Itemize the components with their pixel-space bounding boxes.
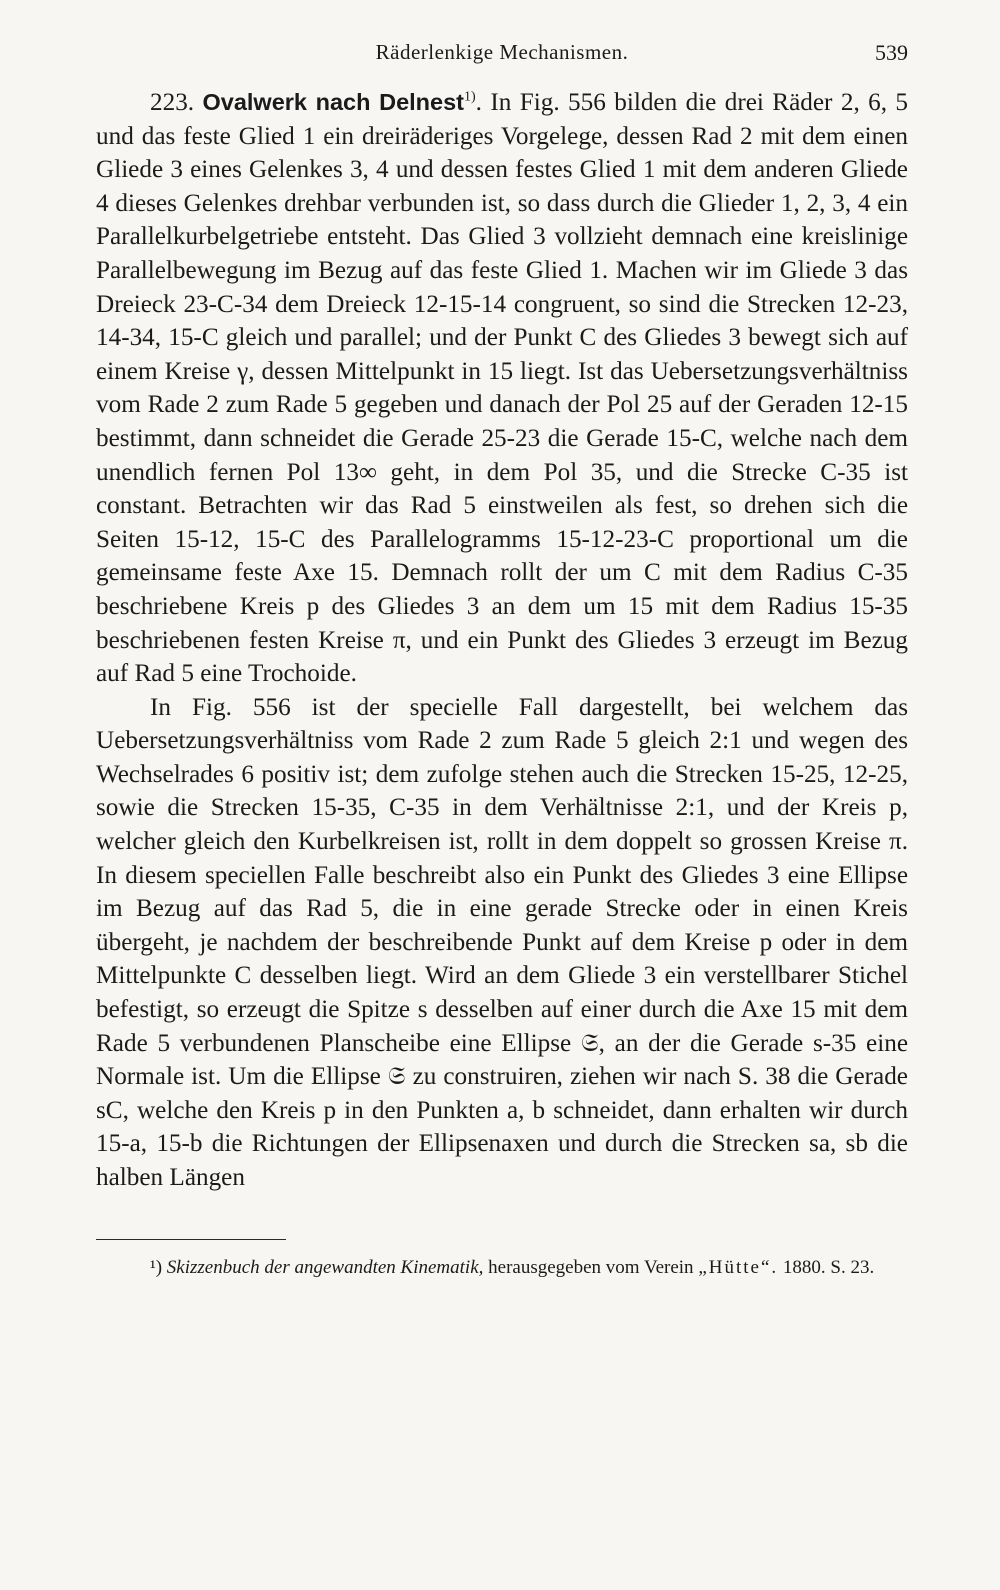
- footnote-publisher: „Hütte“.: [698, 1256, 779, 1278]
- footnote-year-page: 1880. S. 23.: [782, 1256, 875, 1278]
- paragraph-1: 223. Ovalwerk nach Delnest$^{1)}$. In Fig. 556 bilden die drei Räder 2, 6, 5 und das feste Glied 1 ein dreiräderiges Vorgelege, dessen Rad 2 mit dem einen Gliede 3 eines Gelenkes 3, 4 und dessen festes Glied 1 mit dem anderen Gliede 4 dieses Gelenkes drehbar verbunden ist, so dass durch die Glieder 1, 2, 3, 4 ein Parallelkurbelgetriebe entsteht. Das Glied 3 vollzieht demnach eine kreislinige Parallelbewegung im Bezug auf das feste Glied 1. Machen wir im Gliede 3 das Dreieck 23-C-34 dem Dreieck 12-15-14 congruent, so sind die Strecken 12-23, 14-34, 15-C gleich und parallel; und der Punkt C des Gliedes 3 bewegt sich auf einem Kreise γ, dessen Mittelpunkt in 15 liegt. Ist das Uebersetzungsverhältniss vom Rade 2 zum Rade 5 gegeben und danach der Pol 25 auf der Geraden 12-15 bestimmt, dann schneidet die Gerade 25-23 die Gerade 15-C, welche nach dem unendlich fernen Pol 13∞ geht, in dem Pol 35, und die Strecke C-35 ist constant. Betrachten wir das Rad 5 einstweilen als fest, so drehen sich die Seiten 15-12, 15-C des Parallelogramms 15-12-23-C proportional um die gemeinsame feste Axe 15. Demnach rollt der um C mit dem Radius C-35 beschriebene Kreis p des Gliedes 3 an dem um 15 mit dem Radius 15-35 beschriebenen festen Kreise π, und ein Punkt des Gliedes 3 erzeugt im Bezug auf Rad 5 eine Trochoide.: [96, 89, 909, 688]
- footnote: [96, 1254, 908, 1282]
- paragraph-2-text: In Fig. 556 ist der specielle Fall dargestellt, bei welchem das Uebersetzungsverhältniss vom Rade 2 zum Rade 5 gleich 2:1 und wegen des Wechselrades 6 positiv ist; dem zufolge stehen auch die Strecken 15-25, 12-25, sowie die Strecken 15-35, C-35 in dem Verhältnisse 2:1, und der Kreis p, welcher gleich den Kurbelkreisen ist, rollt in dem doppelt so grossen Kreise π. In diesem speciellen Falle beschreibt also ein Punkt des Gliedes 3 eine Ellipse im Bezug auf das Rad 5, die in eine gerade Strecke oder in einen Kreis übergeht, je nachdem der beschreibende Punkt auf dem Kreise p oder in dem Mittelpunkte C desselben liegt. Wird an dem Gliede 3 ein verstellbarer Stichel befestigt, so erzeugt die Spitze s desselben auf einer durch die Axe 15 mit dem Rade 5 verbundenen Planscheibe eine Ellipse 𝔖, an der die Gerade s-35 eine Normale ist. Um die Ellipse 𝔖 zu construiren, ziehen wir nach S. 38 die Gerade sC, welche den Kreis p in den Punkten a, b schneidet, dann erhalten wir durch 15-a, 15-b die Richtungen der Ellipsenaxen und durch die Strecken sa, sb die halben Längen: [96, 693, 908, 1191]
- book-page: [96, 30, 908, 1282]
- footnote-rest: herausgegeben vom Verein: [488, 1256, 694, 1278]
- footnote-divider: [96, 1239, 286, 1240]
- footnote-ref[interactable]: 1): [464, 89, 476, 105]
- section-number: 223.: [150, 89, 195, 116]
- body-text: [96, 86, 908, 1195]
- page-number: 539: [875, 40, 908, 65]
- section-heading: Ovalwerk nach Delnest: [202, 89, 464, 115]
- paragraph-2: [96, 691, 908, 1195]
- footnote-source: Skizzenbuch der angewandten Kinematik,: [166, 1256, 484, 1278]
- running-title: Räderlenkige Mechanismen.: [375, 40, 629, 64]
- running-head: [96, 30, 908, 86]
- paragraph-1-text: In Fig. 556 bilden die drei Räder 2, 6, 5 und das feste Glied 1 ein dreiräderiges Vorgelege, dessen Rad 2 mit dem einen Gliede 3 eines Gelenkes 3, 4 und dessen festes Glied 1 mit dem anderen Gliede 4 dieses Gelenkes drehbar verbunden ist, so dass durch die Glieder 1, 2, 3, 4 ein Parallelkurbelgetriebe entsteht. Das Glied 3 vollzieht demnach eine kreislinige Parallelbewegung im Bezug auf das feste Glied 1. Machen wir im Gliede 3 das Dreieck 23-C-34 dem Dreieck 12-15-14 congruent, so sind die Strecken 12-23, 14-34, 15-C gleich und parallel; und der Punkt C des Gliedes 3 bewegt sich auf einem Kreise γ, dessen Mittelpunkt in 15 liegt. Ist das Uebersetzungsverhältniss vom Rade 2 zum Rade 5 gegeben und danach der Pol 25 auf der Geraden 12-15 bestimmt, dann schneidet die Gerade 25-23 die Gerade 15-C, welche nach dem unendlich fernen Pol 13∞ geht, in dem Pol 35, und die Strecke C-35 ist constant. Betrachten wir das Rad 5 einstweilen als fest, so drehen sich die Seiten 15-12, 15-C des Parallelogramms 15-12-23-C proportional um die gemeinsame feste Axe 15. Demnach rollt der um C mit dem Radius C-35 beschriebene Kreis p des Gliedes 3 an dem um 15 mit dem Radius 15-35 beschriebenen festen Kreise π, und ein Punkt des Gliedes 3 erzeugt im Bezug auf Rad 5 eine Trochoide.: [96, 89, 909, 688]
- footnote-marker: ¹): [150, 1256, 163, 1278]
